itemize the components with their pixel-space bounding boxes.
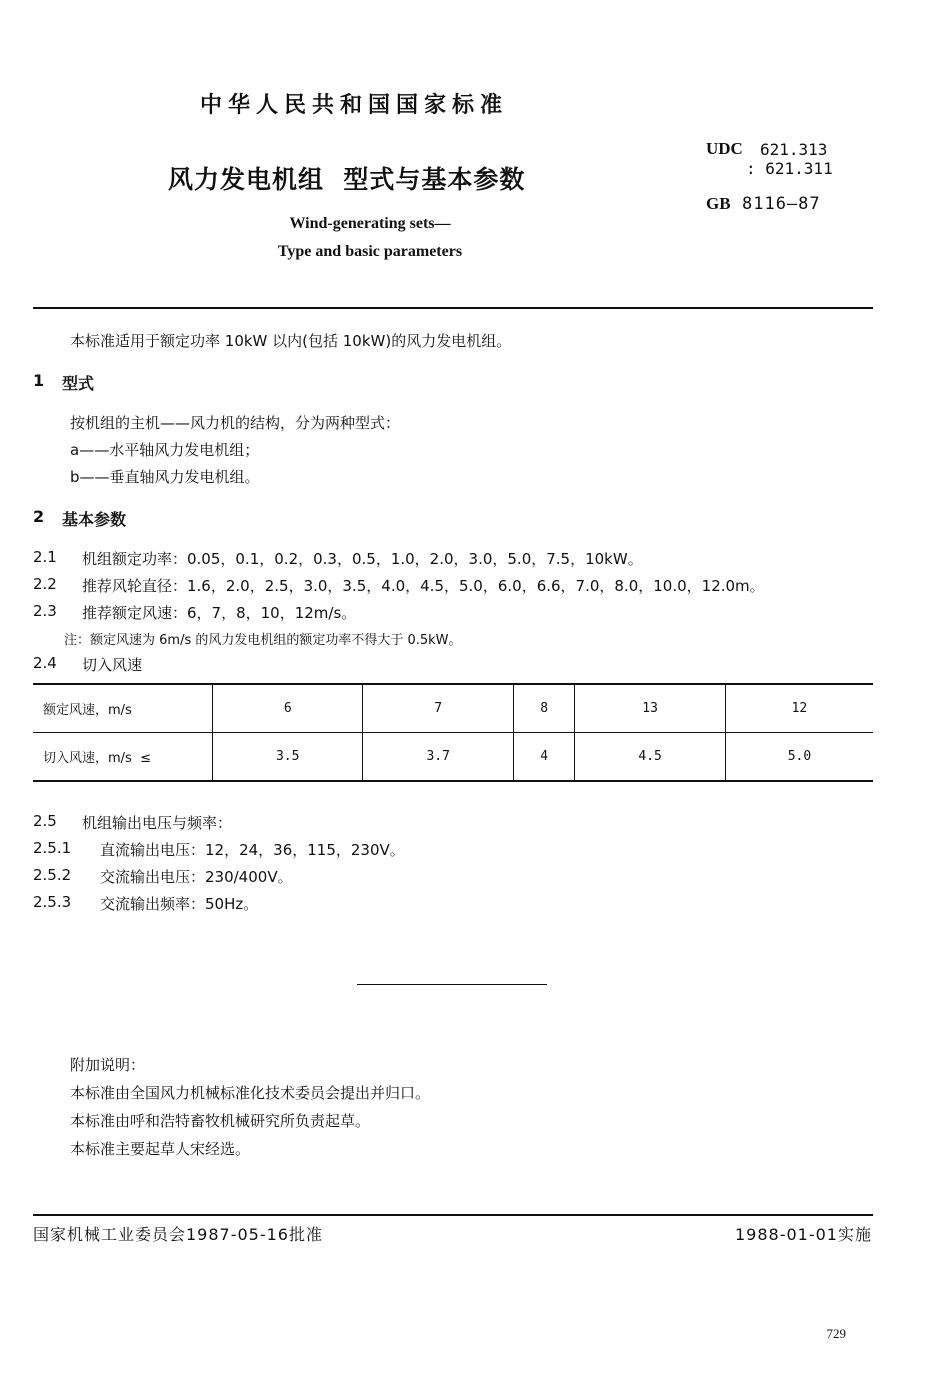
clause-number: 2.5.3	[33, 893, 72, 911]
gb-number: 8116—87	[742, 194, 821, 214]
table-cell: 4	[513, 733, 575, 782]
approval-date: 国家机械工业委员会1987-05-16批准	[33, 1225, 323, 1244]
clause-number: 2.5.2	[33, 866, 72, 884]
clause-number: 2.2	[33, 575, 57, 593]
section-1-number: 1	[33, 371, 45, 390]
appendix-line: 本标准主要起草人宋经选。	[70, 1140, 251, 1158]
clause-number: 2.4	[33, 654, 57, 672]
clause-number: 2.1	[33, 548, 57, 566]
standard-org-heading: 中华人民共和国国家标准	[200, 93, 509, 118]
clause-text: 机组额定功率：0.05，0.1，0.2，0.3，0.5，1.0，2.0，3.0，5.0，7.5，10kW。	[82, 550, 643, 568]
table-cell: 7	[363, 684, 513, 733]
document-title-en-line2: Type and basic parameters	[277, 243, 463, 260]
clause-text: 推荐风轮直径：1.6，2.0，2.5，3.0，3.5，4.0，4.5，5.0，6.0，6.6，7.0，8.0，10.0，12.0m。	[82, 577, 765, 595]
clause-text: 交流输出电压：230/400V。	[100, 868, 293, 886]
clause-note: 注：额定风速为 6m/s 的风力发电机组的额定功率不得大于 0.5kW。	[64, 633, 462, 648]
clause-number: 2.5.1	[33, 839, 72, 857]
section-1-line: a——水平轴风力发电机组；	[70, 441, 260, 459]
clause-text: 交流输出频率：50Hz。	[100, 895, 259, 913]
table-cell: 4.5	[575, 733, 725, 782]
table-cell: 5.0	[725, 733, 873, 782]
table-cell: 6	[213, 684, 363, 733]
appendix-title: 附加说明：	[70, 1056, 146, 1074]
udc-code-1: 621.313	[760, 140, 828, 159]
clause-text: 切入风速	[82, 656, 143, 674]
section-2-number: 2	[33, 507, 45, 526]
appendix-line: 本标准由全国风力机械标准化技术委员会提出并归口。	[70, 1084, 431, 1102]
document-title-cn: 风力发电机组 型式与基本参数	[168, 165, 526, 194]
effective-date: 1988-01-01实施	[735, 1225, 872, 1244]
udc-code-2: : 621.311	[746, 159, 833, 178]
section-1-line: b——垂直轴风力发电机组。	[70, 468, 260, 486]
section-2-title: 基本参数	[62, 510, 127, 529]
intro-paragraph: 本标准适用于额定功率 10kW 以内(包括 10kW)的风力发电机组。	[70, 332, 512, 350]
footer-divider	[33, 1214, 873, 1216]
cut-in-speed-table	[33, 683, 873, 782]
appendix-line: 本标准由呼和浩特畜牧机械研究所负责起草。	[70, 1112, 371, 1130]
section-1-title: 型式	[62, 374, 95, 393]
page-number: 729	[826, 1326, 846, 1341]
end-of-text-rule	[357, 984, 547, 985]
table-cell: 13	[575, 684, 725, 733]
clause-number: 2.3	[33, 602, 57, 620]
clause-text: 推荐额定风速：6，7，8，10，12m/s。	[82, 604, 357, 622]
table-cell: 3.5	[213, 733, 363, 782]
section-1-line: 按机组的主机——风力机的结构，分为两种型式：	[70, 414, 401, 432]
table-header-cell: 切入风速，m/s ≤	[33, 733, 213, 782]
table-row	[33, 733, 873, 782]
header-divider	[33, 307, 873, 309]
table-header-cell: 额定风速，m/s	[33, 684, 213, 733]
clause-text: 机组输出电压与频率：	[82, 814, 233, 832]
table-row	[33, 684, 873, 733]
table-cell: 8	[513, 684, 575, 733]
table-cell: 12	[725, 684, 873, 733]
clause-number: 2.5	[33, 812, 57, 830]
udc-label: UDC	[706, 139, 743, 158]
table-cell: 3.7	[363, 733, 513, 782]
gb-label: GB	[706, 194, 731, 213]
clause-text: 直流输出电压：12，24，36，115，230V。	[100, 841, 405, 859]
document-title-en-line1: Wind-generating sets—	[289, 215, 451, 232]
